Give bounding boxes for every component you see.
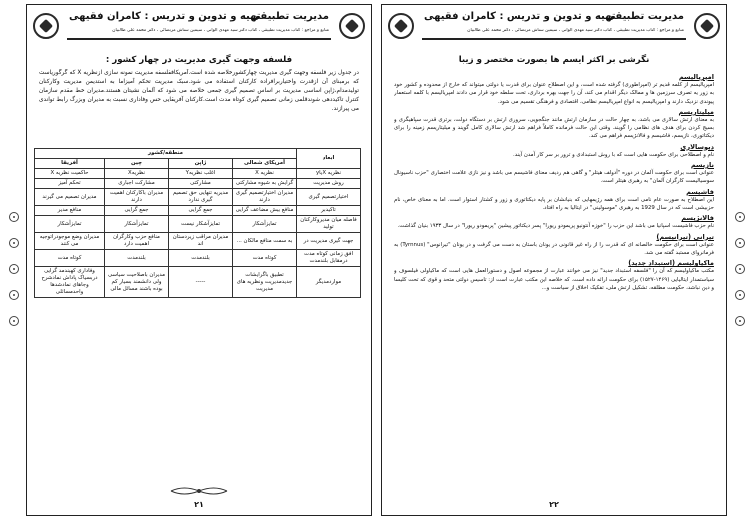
document-page-right [381,4,727,516]
section-heading: نازیسم [690,161,714,170]
table-row-dimension: روش مدیریت [297,179,361,189]
table-cell: مدیران باکارکنان اهمیت دارند [105,189,169,206]
intro-text: در جدول زیر فلسفه وجهت گیری مدیریت چهارکشورخلاصه شده است.آمریکاففلسفه مدیریت نمونه سازی ازنظریه X که گرگوریاست که برمبنای آن ازقدرت واختیاربرافراده کارکنان استفاده می شود.سبک مدیریت تحکم آمیزاما به استدیمن مدیریت وکارکنان تولیدمدام،ژاپن اساسی مدیریت بر اساس تصمیم گیری جمعی خلاصه می شود که آلمان نشیتان هستند.مدیران خط مقدم سازمان کنترل تاکیددهی شوندقلمی زمانی تصمیم گیری کوتاه مدت است.کارکنان آفریقایی حس وفاداری نسبت به مدیران وبزرگ رابط تواندی می پیرازند. [39,70,359,112]
section-text: مکتب ماکیاولیسم که آن را "فلسفه استبداد جدید" نیز می خوانند عبارت از مجموعه اصول و دستورالعمل هایی است که ماکیاولی فیلسوف و سیاستمدار ایتالیایی (۱۴۶۹-۱۵۲۷) برای حکومت ارائه داده است. که خلاصه این مکتب عبارت است از: تاسیس دولتی متحد و قوی که تحت کلیسا و دین نباشد، حکومت مطلقه، تشکیل ارتش ملی، تفکیک اخلاق از سیاست و... [394,268,714,291]
margin-circle-icon [9,238,19,248]
table-cell: اغلب نظریهY [169,169,233,179]
section-heading: تیرانی (تیرانیسم) [656,232,714,241]
page-title: فلسفه وجهت گیری مدیریت در چهار کشور : [105,55,293,65]
table-cell: مشارکتی [169,179,233,189]
table-row [34,267,360,298]
table-cell: وفاداری کهبندمد گرایی دربسیاک پاداش نمادشرح وجاهای نمادشدها واحدمسائلی [34,267,104,298]
table-cell: گرایش به شیوه مشارکتی [233,179,297,189]
section-heading: امپریالیسم [678,73,714,81]
ornament-divider-icon [169,485,229,497]
header-author-title: تهیه و تدوین و تدریس : کامران فقیهی [69,11,261,22]
table-cell: جمع گرایی [105,206,169,216]
table-cell: تمایزآشکار [233,216,297,233]
table-cell: کوتاه مدت [233,250,297,267]
page-header [388,11,720,51]
logo-icon [339,13,365,39]
table-cell: مدیریه تنهایی حق تصمیم گیری ندارد [169,189,233,206]
margin-circle-icon [9,316,19,326]
table-cell: به سمت منافع مالکان ... [233,233,297,250]
section-text: عنوانی است برای حکومت خالصانه ای که قدرت را از راه غیر قانونی در یونان باستان به دست می گرفت و در یونان "تیرانوس" (Tyrnnus) به فرمانروای مستبد گفته می شد. [394,241,714,257]
table-row-dimension: مواردمدیگر [297,267,361,298]
table-row [34,189,360,206]
margin-circle-icon [735,238,745,248]
header-course-title: مدیریت تطبیقی [605,11,684,22]
table-cell: نظریه X [233,169,297,179]
table-row [34,179,360,189]
table-cell: بلندمدت [169,250,233,267]
logo-icon [694,13,720,39]
table-row-dimension: فاصله میان مدیروکارکنان تولید [297,216,361,233]
table-cell: مدیران باصلاحیت سیاسی ولی دانشمند بسیار کم بوده باشند مسائل مالی [105,267,169,298]
page-number: ۲۱ [194,500,204,509]
intro-paragraph [39,69,359,143]
margin-circle-icon [735,212,745,222]
table-column-header: ژاپن [169,159,233,169]
logo-icon [388,13,414,39]
management-comparison-table [34,148,361,298]
header-divider [67,38,331,40]
margin-circle-icon [9,290,19,300]
section-heading: ماکیاولیسم (استبداد جدید) [628,259,714,268]
table-cell: مدیران اختیارتصمیم گیری دارند [233,189,297,206]
margin-circle-icon [9,212,19,222]
table-row [34,250,360,267]
table-cell: تمایزآشکار [105,216,169,233]
header-sources: منابع و مراجع : کتاب مدیریت تطبیقی ، کتاب دکتر سید مهدی الوانی ، سیمین ستاش مرتضائی ، دکتر محمد علی طالبیان [467,28,684,33]
table-row-dimension: اختیارتصمیم گیری [297,189,361,206]
table-cell: تمایزآشکار نیست [169,216,233,233]
table-column-header: آمریکای شمالی [233,159,297,169]
section-text: به معنای ارتش سالاری می باشد، به چهار حالت در سازمان ارتش مانند جنگجویی، سروری ارتش بر دستگاه دولت، برتری قدرت سپاهیگری و بسیج کردن برای هدف های نظامی را گویند. وقتی این حالت فرمانده کاملاً فراهم شد ارتش سالاری کامل گویند و میلیتاریسم زمینه را برای دیکتاتوری، نازیسم، فاشیسم و فالانژیسم فراهم می کند. [394,117,714,140]
table-row-dimension: افق زمانی کوتاه مدت درمقابل بلندمدت [297,250,361,267]
section-text: نام و اصطلاحی برای حکومت هایی است که با روش استبدادی و ترور بر سر کار آمدن آیند. [512,151,714,158]
table-row-dimension: تاکیدبر [297,206,361,216]
section-text: نام حزب فاشیست اسپانیا می باشد این حزب را "خوزه آنتونیو پریمودو ریورا" پسر دیکتاتور پیشین "پریمودو ریورا" در سال ۱۹۳۳ بنیان گذاشت. [397,223,714,230]
table-row-dimension: جهت گیری مدیریت در [297,233,361,250]
table-cell: کوتاه مدت [34,250,104,267]
table-row [34,206,360,216]
table-cell: منافع بیش مضاعف گرایی [233,206,297,216]
table-cell: مدیران وضع موجودراتوجیه می کنند [34,233,104,250]
table-cell: نظریهX [105,169,169,179]
table-row [34,233,360,250]
table-cell: مدیران مراقب زیردستان اند [169,233,233,250]
section-text: این اصطلاح به صورت عام نامی است برای همه رژیمهایی که بنیانشان بر پایه دیکتاتوری و زور و کشتار استوار است. اما به معنای خاص، نام حزبیشی است که در سال 1929 به رهبری "موسولینی" در ایتالیا به راه افتاد. [394,196,714,212]
table-row-dimension: نظریه Xیاy [297,169,361,179]
section-text: عنوانی است برای حکومت آلمان در دوره "آدولف هیتلر" و گاهی هم ردیف معنای فاشیسم می باشد و نیز نازی علامت اختصاری "حزب ناسیونال سوسیالیست کارگران آلمان" به رهبری هیتلر است. [394,170,714,185]
table-cell: منافع مدیر [34,206,104,216]
margin-circle-icon [735,316,745,326]
margin-circle-icon [9,264,19,274]
logo-icon [33,13,59,39]
header-course-title: مدیریت تطبیقی [250,11,329,22]
section-heading: فاشیسم [686,187,714,196]
table-header-region: منطقه/کشور [34,149,296,159]
header-author-title: تهیه و تدوین و تدریس : کامران فقیهی [424,11,616,22]
page-header [33,11,365,51]
table-cell: تحکم آمیز [34,179,104,189]
document-page-left [26,4,372,516]
table-cell: تطبیق باگرایشات جدیدمدیریت ونظریه های مدیریت [233,267,297,298]
table-column-header: چین [105,159,169,169]
section-heading: میلیتاریسم [678,107,714,116]
table-column-header: آفریقا [34,159,104,169]
section-heading: دیوسالاری [680,142,714,151]
section-text: امپریالیسم از کلمه قدیم تر (امپراطوری) گرفته شده است، و این اصطلاح عنوان برای قدرت یا دولتی میتواند که خارج از محدوده و کشور خود به زور یه تصرف سرزمین ها و ممالک دیگر اقدام می کند، آن را جهت بهره برداری، تحت سلطه خود قرار می دادند امپریالیسم با کلمه استعمار پیوندی نزدیک دارند و امپریالیسم به انواع امپریالیسم نظامی، اقتصادی و فرهنگی تقسیم می شود. [394,82,714,105]
table-row [34,216,360,233]
table-cell: جمع گرایی [169,206,233,216]
margin-circle-icon [735,264,745,274]
header-sources: منابع و مراجع : کتاب مدیریت تطبیقی ، کتاب دکتر سید مهدی الوانی ، سیمین ستاش مرتضائی ، دکتر محمد علی طالبیان [112,28,329,33]
table-cell: بلندمدت [105,250,169,267]
section-heading: فالانژیسم [681,214,714,223]
table-row [34,169,360,179]
page-title: نگرشی بر اکثر ایسم ها بصورت مختصر و زیبا [458,55,650,65]
table-cell: حاکمیت نظریه X [34,169,104,179]
right-page-body [394,71,714,495]
page-number: ۲۲ [549,500,559,509]
table-cell: مشارکت اجباری [105,179,169,189]
header-divider [422,38,686,40]
table-header-dimension: ابعاد [297,149,361,169]
table-cell: ----- [169,267,233,298]
table-cell: تمایزآشکار [34,216,104,233]
right-margin-icons [733,212,747,342]
table-cell: منافع حزب وکارگران اهمیت دارد [105,233,169,250]
margin-circle-icon [735,290,745,300]
table-cell: مدیران تصمیم می گیرند [34,189,104,206]
left-margin-icons [7,212,21,342]
